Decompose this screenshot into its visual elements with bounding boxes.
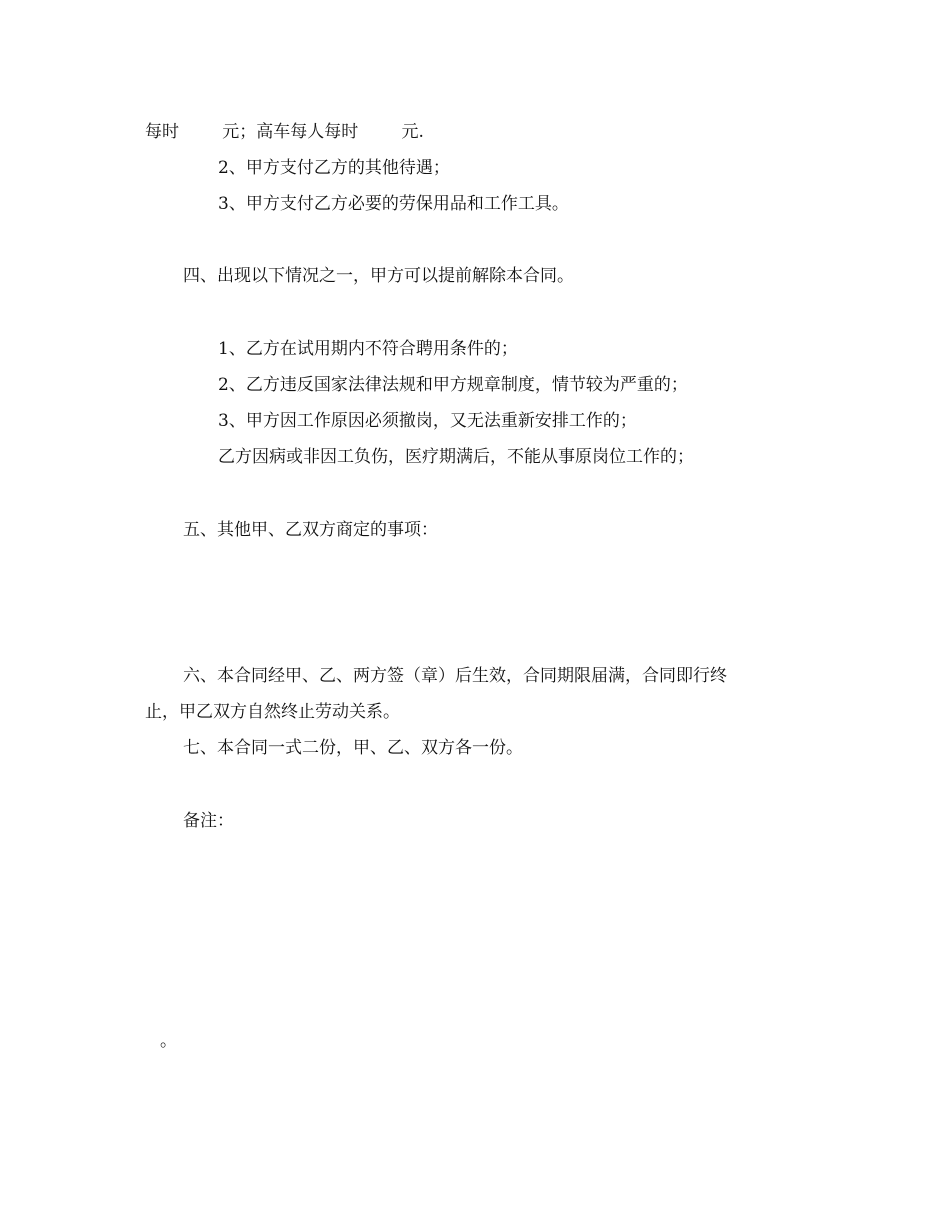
clause-4-heading: 四、出现以下情况之一，甲方可以提前解除本合同。	[183, 266, 574, 286]
remarks-label: 备注：	[183, 811, 234, 831]
clause-5-heading: 五、其他甲、乙双方商定的事项：	[183, 520, 438, 540]
clause-3-item-3: 3、甲方支付乙方必要的劳保用品和工作工具。	[218, 194, 569, 214]
trailing-mark: 。	[160, 1031, 177, 1051]
clause-7: 七、本合同一式二份，甲、乙、双方各一份。	[183, 738, 523, 758]
clause-4-item-2: 2、乙方违反国家法律法规和甲方规章制度，情节较为严重的；	[218, 375, 688, 395]
clause-6-line-2: 止，甲乙双方自然终止劳动关系。	[145, 702, 400, 722]
clause-3-item-2: 2、甲方支付乙方的其他待遇；	[218, 158, 450, 178]
clause-4-item-1: 1、乙方在试用期内不符合聘用条件的；	[218, 339, 518, 359]
clause-4-item-3: 3、甲方因工作原因必须撤岗，又无法重新安排工作的；	[218, 411, 637, 431]
clause-4-item-4: 乙方因病或非因工负伤，医疗期满后，不能从事原岗位工作的；	[218, 447, 694, 467]
clause-6-line-1: 六、本合同经甲、乙、两方签（章）后生效，合同期限届满，合同即行终	[183, 666, 727, 686]
wage-line: 每时 元；高车每人每时 元.	[145, 122, 424, 142]
